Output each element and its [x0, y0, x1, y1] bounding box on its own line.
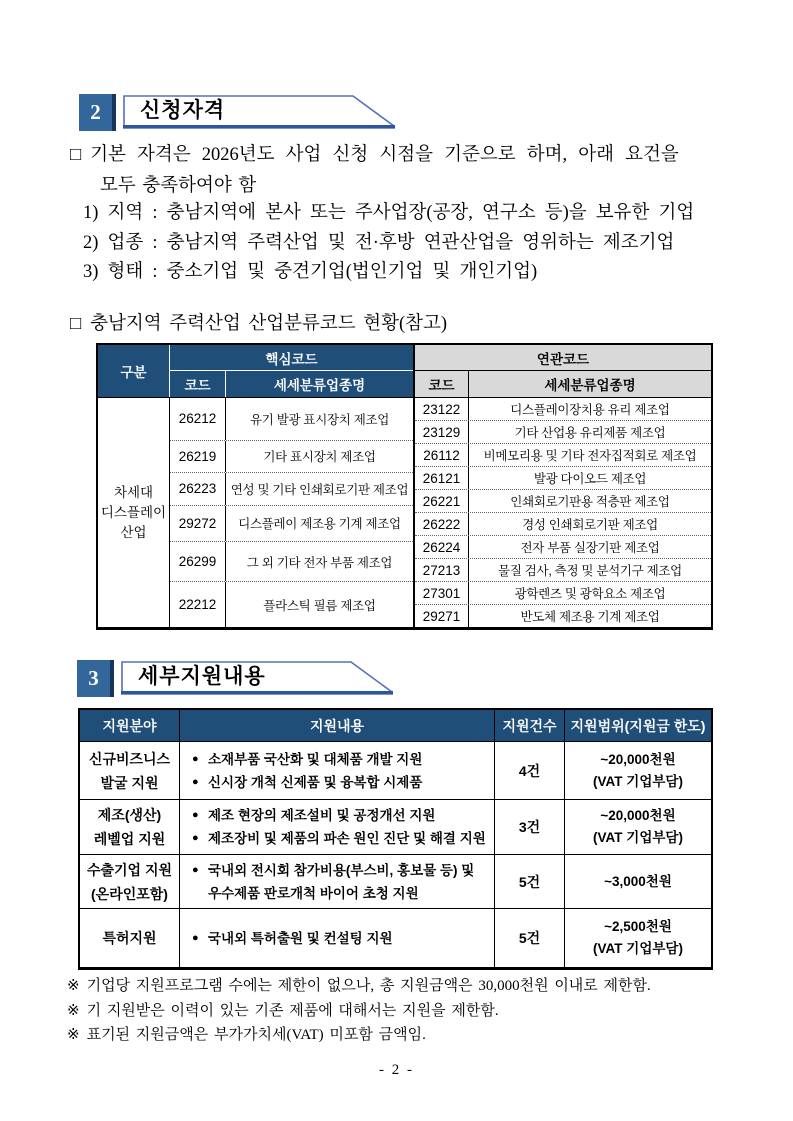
count-cell: 5건	[495, 909, 565, 967]
intro-line-1: □ 기본 자격은 2026년도 사업 신청 시점을 기준으로 하며, 아래 요건을	[70, 140, 730, 171]
section-3-title-banner	[121, 661, 395, 697]
qualification-item-type: 3) 형태 : 중소기업 및 중견기업(법인기업 및 개인기업)	[83, 262, 538, 282]
table-row: 26221 인쇄회로기판용 적층판 제조업	[415, 490, 711, 513]
header-range: 지원범위(지원금 한도)	[570, 717, 706, 734]
section-2-title: 신청자격	[140, 99, 226, 122]
header-field: 지원분야	[80, 710, 180, 741]
header-core-title: 핵심코드	[170, 345, 413, 371]
bullet-icon: ●	[192, 863, 199, 876]
count-cell: 4건	[495, 742, 565, 799]
table-row: 27213 물질 검사, 측정 및 분석기구 제조업	[415, 559, 711, 582]
footnote: ※ 기 지원받은 이력이 있는 기존 제품에 대해서는 지원을 제한함.	[67, 1002, 499, 1019]
bullet-icon: ●	[192, 775, 199, 788]
qualification-item-industry: 2) 업종 : 충남지역 주력산업 및 전·후방 연관산업을 영위하는 제조기업	[83, 232, 675, 253]
table-row: 29271 반도체 제조용 기계 제조업	[415, 605, 711, 627]
table-row	[80, 800, 711, 855]
reference-mark-icon: ※	[67, 1027, 80, 1043]
bullet-icon: ●	[192, 752, 199, 765]
support-table-header	[80, 710, 711, 742]
field-cell: 특허지원	[80, 909, 180, 967]
range-cell: ~2,500천원 (VAT 기업부담)	[593, 919, 683, 956]
section-2-number-badge: 2	[79, 94, 116, 131]
content-cell: ● 제조 현장의 제조설비 및 공정개선 지원 ● 제조장비 및 제품의 파손 원인 진단 및 해결 지원	[180, 800, 495, 854]
table-row: 26212 유기 발광 표시장치 제조업	[170, 398, 413, 441]
section-2-title-banner	[123, 95, 397, 131]
footnote: ※ 기업당 지원프로그램 수에는 제한이 없으나, 총 지원금액은 30,000천원 이내로 제한함.	[67, 978, 651, 994]
footnotes	[67, 974, 727, 1048]
footnote: ※ 표기된 지원금액은 부가가치세(VAT) 미포함 금액임.	[67, 1027, 426, 1043]
field-cell: 제조(생산) 레벨업 지원	[80, 800, 180, 854]
qualification-items	[83, 199, 730, 288]
header-related-group	[415, 345, 711, 397]
header-related-code: 코드	[415, 371, 469, 397]
content-cell: ● 소재부품 국산화 및 대체품 개발 지원 ● 신시장 개척 신제품 및 융복합 시제품	[180, 742, 495, 799]
header-core-code: 코드	[170, 371, 226, 397]
intro-line-2: 모두 충족하여야 함	[100, 176, 257, 196]
core-code-column	[170, 398, 415, 627]
range-cell: ~3,000천원	[604, 873, 672, 889]
header-related-name: 세세분류업종명	[544, 378, 636, 393]
header-core-name: 세세분류업종명	[273, 378, 366, 393]
reference-mark-icon: ※	[67, 1002, 80, 1019]
table-row: 23129 기타 산업용 유리제품 제조업	[415, 421, 711, 444]
table-row: 22212 플라스틱 필름 제조업	[170, 582, 413, 627]
section-3-title: 세부지원내용	[138, 665, 266, 688]
table-row: 27301 광학렌즈 및 광학요소 제조업	[415, 582, 711, 605]
industry-code-table-header	[98, 345, 711, 397]
table-row: 23122 디스플레이장치용 유리 제조업	[415, 398, 711, 421]
table-row	[80, 909, 711, 967]
header-related-title: 연관코드	[415, 345, 711, 371]
qualification-intro	[70, 140, 730, 202]
table-row	[80, 742, 711, 800]
checkbox-icon: □	[70, 145, 82, 165]
page-number: - 2 -	[379, 1062, 414, 1078]
related-code-column	[415, 398, 711, 627]
checkbox-icon: □	[70, 314, 82, 334]
table-row: 26223 연성 및 기타 인쇄회로기판 제조업	[170, 473, 413, 506]
count-cell: 5건	[495, 855, 565, 908]
table-row: 26121 발광 다이오드 제조업	[415, 467, 711, 490]
table-row: 26219 기타 표시장치 제조업	[170, 441, 413, 473]
table-row: 26222 경성 인쇄회로기판 제조업	[415, 513, 711, 536]
code-table-heading: □ 충남지역 주력산업 산업분류코드 현황(참고)	[70, 314, 448, 334]
table-row: 26112 비메모리용 및 기타 전자집적회로 제조업	[415, 444, 711, 467]
table-row: 26224 전자 부품 실장기판 제조업	[415, 536, 711, 559]
section-3-number-badge: 3	[77, 660, 114, 697]
support-detail-table	[78, 708, 713, 970]
table-row: 26299 그 외 기타 전자 부품 제조업	[170, 542, 413, 582]
category-cell: 차세대 디스플레이 산업	[98, 398, 170, 627]
content-cell: ● 국내외 전시회 참가비용(부스비, 홍보물 등) 및 우수제품 판로개척 바이어 초청 지원	[180, 855, 495, 908]
field-cell: 수출기업 지원 (온라인포함)	[80, 855, 180, 908]
header-count: 지원건수	[495, 710, 565, 741]
range-cell: ~20,000천원 (VAT 기업부담)	[593, 751, 683, 789]
bullet-icon: ●	[192, 809, 199, 821]
field-cell: 신규비즈니스 발굴 지원	[80, 742, 180, 799]
table-row	[80, 855, 711, 909]
header-content: 지원내용	[180, 710, 495, 741]
bullet-icon: ●	[192, 832, 199, 844]
industry-code-table	[96, 343, 713, 630]
count-cell: 3건	[495, 800, 565, 854]
section-2-header	[79, 94, 397, 131]
table-row: 29272 디스플레이 제조용 기계 제조업	[170, 506, 413, 543]
bullet-icon: ●	[192, 931, 199, 944]
content-cell: ● 국내외 특허출원 및 컨설팅 지원	[180, 909, 495, 967]
section-3-header	[77, 660, 395, 697]
industry-code-table-body	[98, 397, 711, 627]
qualification-item-region: 1) 지역 : 충남지역에 본사 또는 주사업장(공장, 연구소 등)을 보유한 기업	[83, 203, 695, 223]
reference-mark-icon: ※	[67, 978, 80, 994]
header-gubun: 구분	[98, 345, 170, 397]
range-cell: ~20,000천원 (VAT 기업부담)	[593, 808, 683, 845]
header-core-group	[170, 345, 415, 397]
